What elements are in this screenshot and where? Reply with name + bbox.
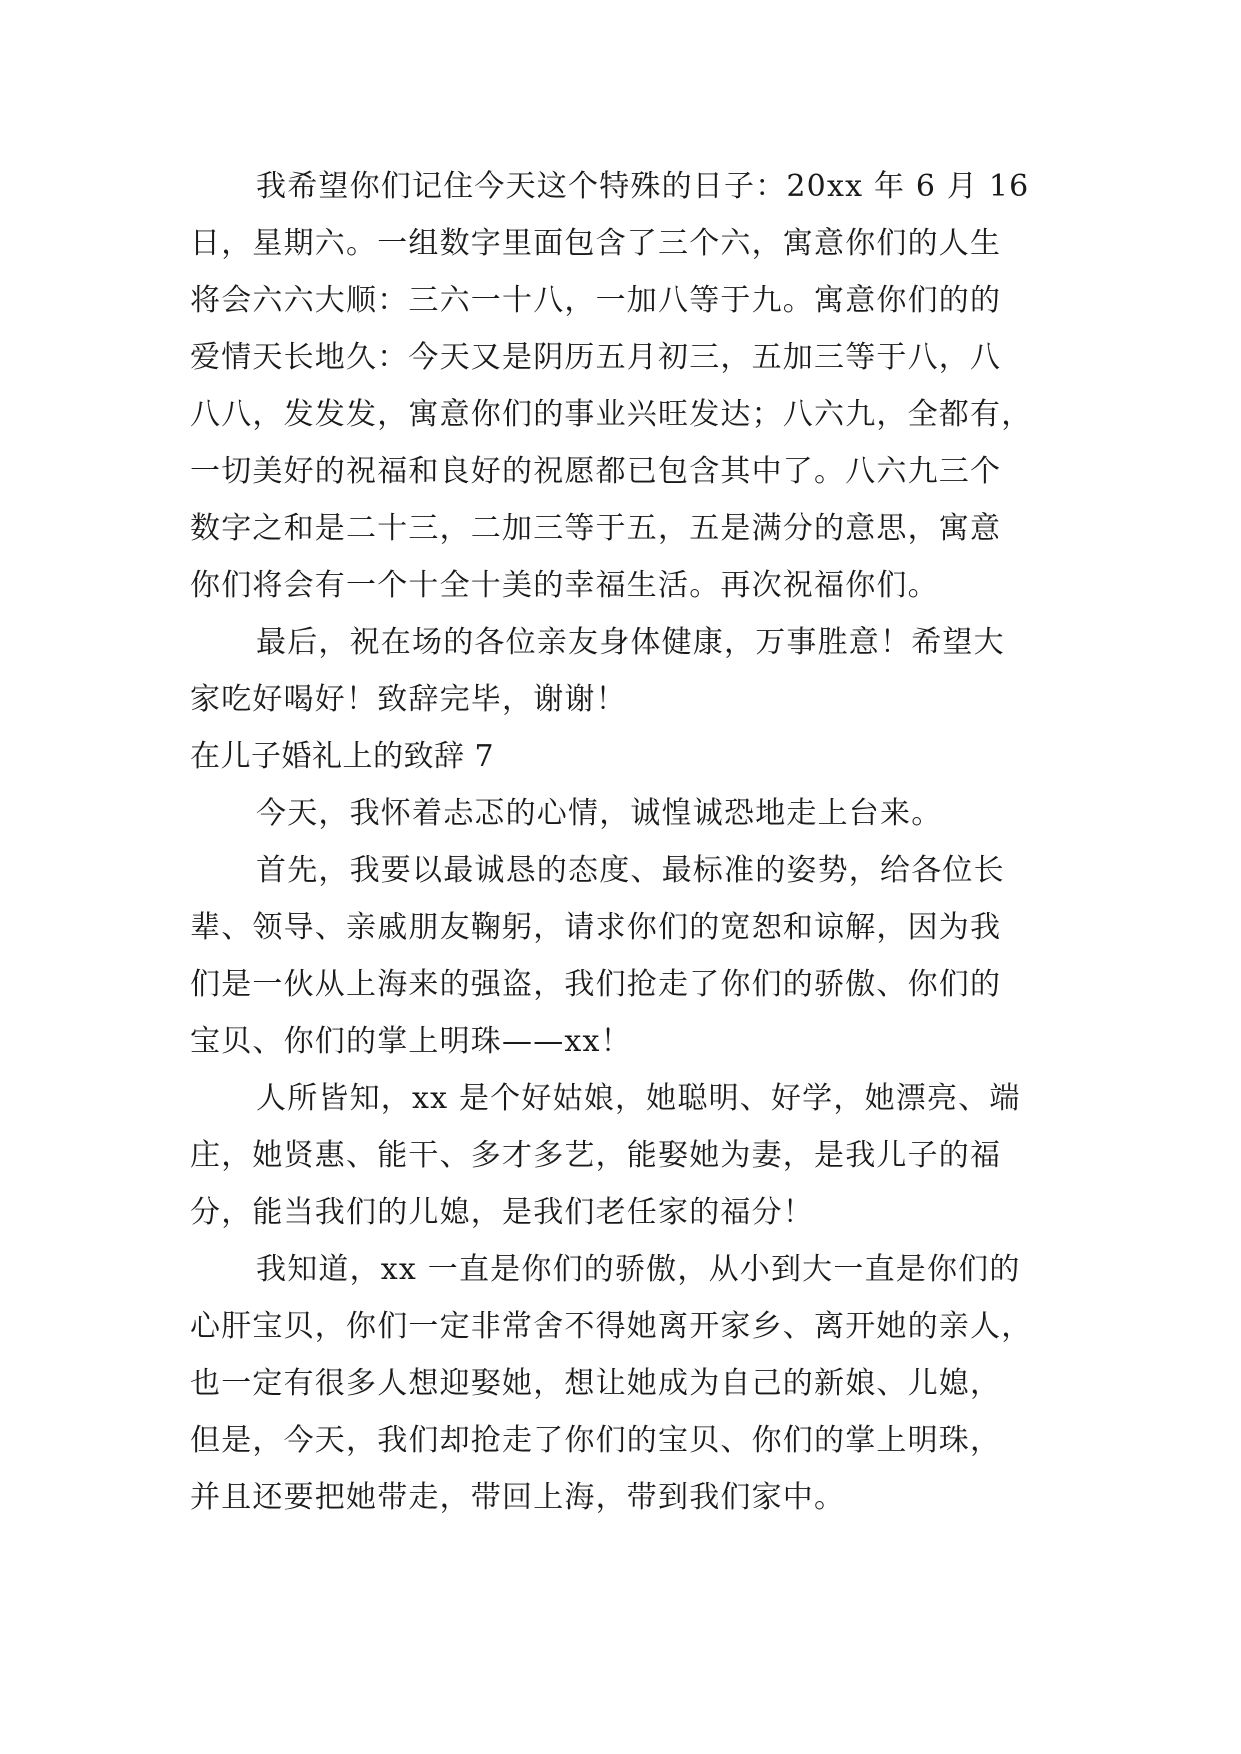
text-line: 数字之和是二十三，二加三等于五，五是满分的意思，寓意 [190, 511, 1002, 546]
text-line: 我知道，xx 一直是你们的骄傲，从小到大一直是你们的 [256, 1252, 1021, 1287]
text-line: 但是，今天，我们却抢走了你们的宝贝、你们的掌上明珠， [190, 1423, 1002, 1458]
text-line: 你们将会有一个十全十美的幸福生活。再次祝福你们。 [190, 568, 939, 603]
text-line: 们是一伙从上海来的强盗，我们抢走了你们的骄傲、你们的 [190, 967, 1002, 1002]
text-line: 也一定有很多人想迎娶她，想让她成为自己的新娘、儿媳， [190, 1366, 1002, 1401]
text-line: 将会六六大顺：三六一十八，一加八等于九。寓意你们的的 [190, 283, 1002, 318]
text-line: 分，能当我们的儿媳，是我们老任家的福分！ [190, 1195, 814, 1230]
text-line: 庄，她贤惠、能干、多才多艺，能娶她为妻，是我儿子的福 [190, 1138, 1002, 1173]
text-line: 并且还要把她带走，带回上海，带到我们家中。 [190, 1480, 846, 1515]
text-line: 首先，我要以最诚恳的态度、最标准的姿势，给各位长 [256, 853, 1005, 888]
section-heading: 在儿子婚礼上的致辞 7 [190, 739, 495, 774]
text-line: 八八，发发发，寓意你们的事业兴旺发达；八六九，全都有， [190, 397, 1033, 432]
text-line: 人所皆知，xx 是个好姑娘，她聪明、好学，她漂亮、端 [256, 1081, 1021, 1116]
text-line: 日，星期六。一组数字里面包含了三个六，寓意你们的人生 [190, 226, 1002, 261]
text-line: 最后，祝在场的各位亲友身体健康，万事胜意！希望大 [256, 625, 1005, 660]
text-line: 一切美好的祝福和良好的祝愿都已包含其中了。八六九三个 [190, 454, 1002, 489]
text-line: 辈、领导、亲戚朋友鞠躬，请求你们的宽恕和谅解，因为我 [190, 910, 1002, 945]
text-line: 我希望你们记住今天这个特殊的日子：20xx 年 6 月 16 [256, 169, 1030, 204]
text-line: 今天，我怀着忐忑的心情，诚惶诚恐地走上台来。 [256, 796, 943, 831]
text-line: 宝贝、你们的掌上明珠——xx！ [190, 1024, 632, 1059]
text-line: 心肝宝贝，你们一定非常舍不得她离开家乡、离开她的亲人， [190, 1309, 1033, 1344]
text-line: 爱情天长地久：今天又是阴历五月初三，五加三等于八，八 [190, 340, 1002, 375]
text-line: 家吃好喝好！致辞完毕，谢谢！ [190, 682, 627, 717]
